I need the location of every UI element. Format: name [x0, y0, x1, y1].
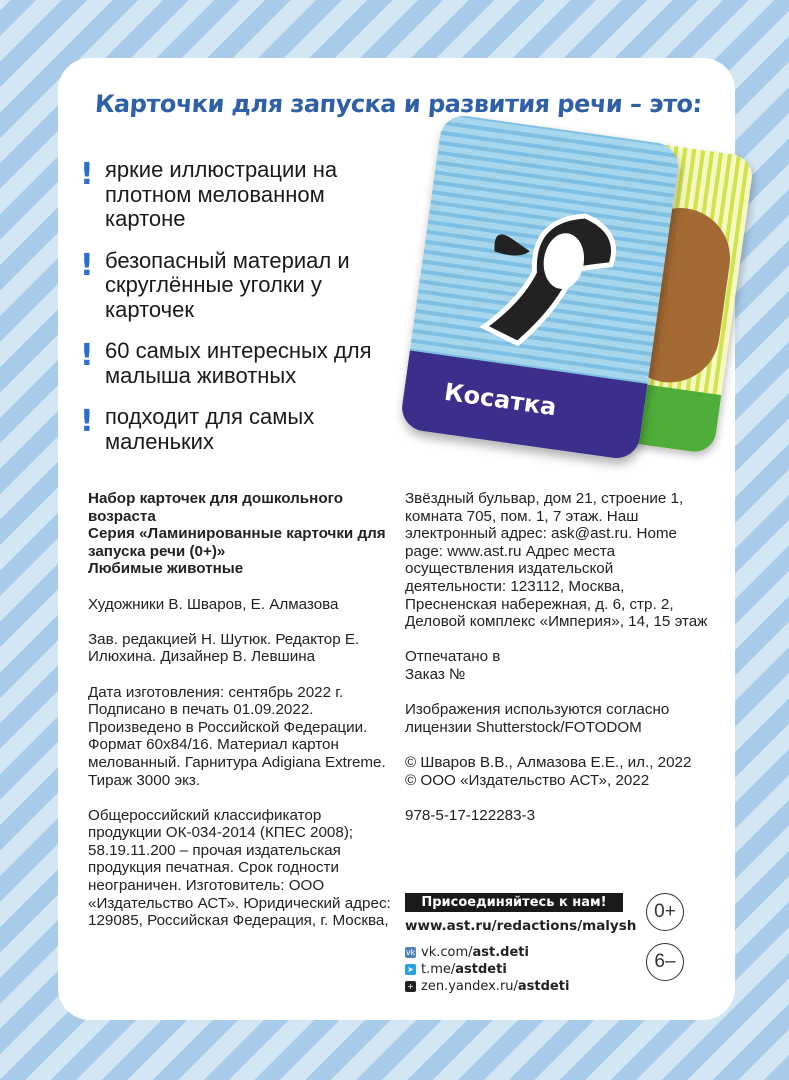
exclamation-icon: ! — [80, 157, 94, 192]
address: Звёздный бульвар, дом 21, строение 1, комната 705, пом. 1, 7 этаж. Наш электронный адрес: ask@ast.ru. Home page: www.ast.ru Адрес места осуществления издательской деятельности: 123112, Москва, Пресненская набережная, д. 6, стр. 2, Деловой комплекс «Империя», 14, 15 этаж — [405, 490, 708, 631]
feature-text: подходит для самых маленьких — [105, 404, 315, 454]
feature-text: 60 самых интересных для малыша животных — [105, 338, 372, 388]
orca-card — [399, 113, 681, 461]
exclamation-icon: ! — [80, 404, 94, 439]
orca-illustration — [457, 174, 629, 363]
age-range-badge: 6– — [646, 943, 684, 981]
production-info: Дата изготовления: сентябрь 2022 г. Подписано в печать 01.09.2022. Произведено в Российской Федерации. Формат 60x84/16. Материал картон мелованный. Гарнитура Adigiana Extreme. Тираж 3000 экз. — [88, 683, 386, 789]
link-handle: astdeti — [455, 962, 507, 977]
copyright-publisher: © ООО «Издательство АСТ», 2022 — [405, 771, 650, 789]
feature-item — [80, 158, 400, 232]
isbn: 978-5-17-122283-3 — [405, 806, 536, 824]
exclamation-icon: ! — [80, 247, 94, 283]
imprint-left — [88, 490, 398, 947]
editors: Зав. редакцией Н. Шутюк. Редактор Е. Илюхина. Дизайнер В. Левшина — [88, 630, 360, 666]
feature-text: яркие иллюстрации на плотном мелованном картоне — [105, 157, 338, 231]
headline: Карточки для запуска и развития речи – это: — [94, 90, 703, 118]
vk-icon: vk — [405, 948, 416, 957]
exclamation-icon: ! — [80, 338, 94, 373]
feature-item — [80, 405, 400, 454]
orca-card-label: Косатка — [399, 351, 648, 462]
image-license: Изображения используются согласно лицензии Shutterstock/FOTODOM — [405, 701, 670, 736]
product-name: Любимые животные — [88, 560, 244, 578]
link-prefix: t.me/ — [421, 962, 456, 977]
feature-list — [80, 158, 400, 471]
link-prefix: zen.yandex.ru/ — [421, 979, 518, 994]
series-title: Серия «Ламинированные карточки для запуска речи (0+)» — [88, 525, 386, 560]
feature-item — [80, 339, 400, 388]
link-handle: astdeti — [517, 979, 570, 994]
social-link-vk[interactable] — [405, 944, 569, 961]
website-link[interactable]: www.ast.ru/redactions/malysh — [405, 918, 637, 934]
social-links — [405, 944, 569, 995]
social-link-telegram[interactable] — [405, 961, 569, 978]
telegram-icon: ➤ — [405, 964, 416, 975]
product-title: Набор карточек для дошкольного возраста — [88, 490, 343, 525]
copyright-illustrators: © Шваров В.В., Алмазова Е.Е., ил., 2022 — [405, 753, 692, 771]
imprint-right — [405, 490, 715, 842]
age-rating-badge: 0+ — [646, 893, 684, 931]
link-handle: ast.deti — [472, 945, 529, 960]
social-link-zen[interactable] — [405, 978, 569, 995]
classifier-info: Общероссийский классификатор продукции ОК-034-2014 (КПЕС 2008); 58.19.11.200 – прочая издательская продукция печатная. Срок годности неограничен. Изготовитель: ООО «Издательство АСТ». Юридический адрес: 129085, Российская Федерация, г. Москва, — [88, 806, 391, 930]
printed-in: Отпечатано в — [405, 648, 501, 666]
zen-icon: + — [405, 981, 416, 992]
join-us-banner: Присоединяйтесь к нам! — [405, 893, 623, 912]
order-number: Заказ № — [405, 665, 466, 683]
artists: Художники В. Шваров, Е. Алмазова — [88, 595, 339, 613]
feature-item — [80, 249, 400, 323]
feature-text: безопасный материал и скруглённые уголки у карточек — [105, 247, 350, 322]
link-prefix: vk.com/ — [421, 945, 473, 960]
